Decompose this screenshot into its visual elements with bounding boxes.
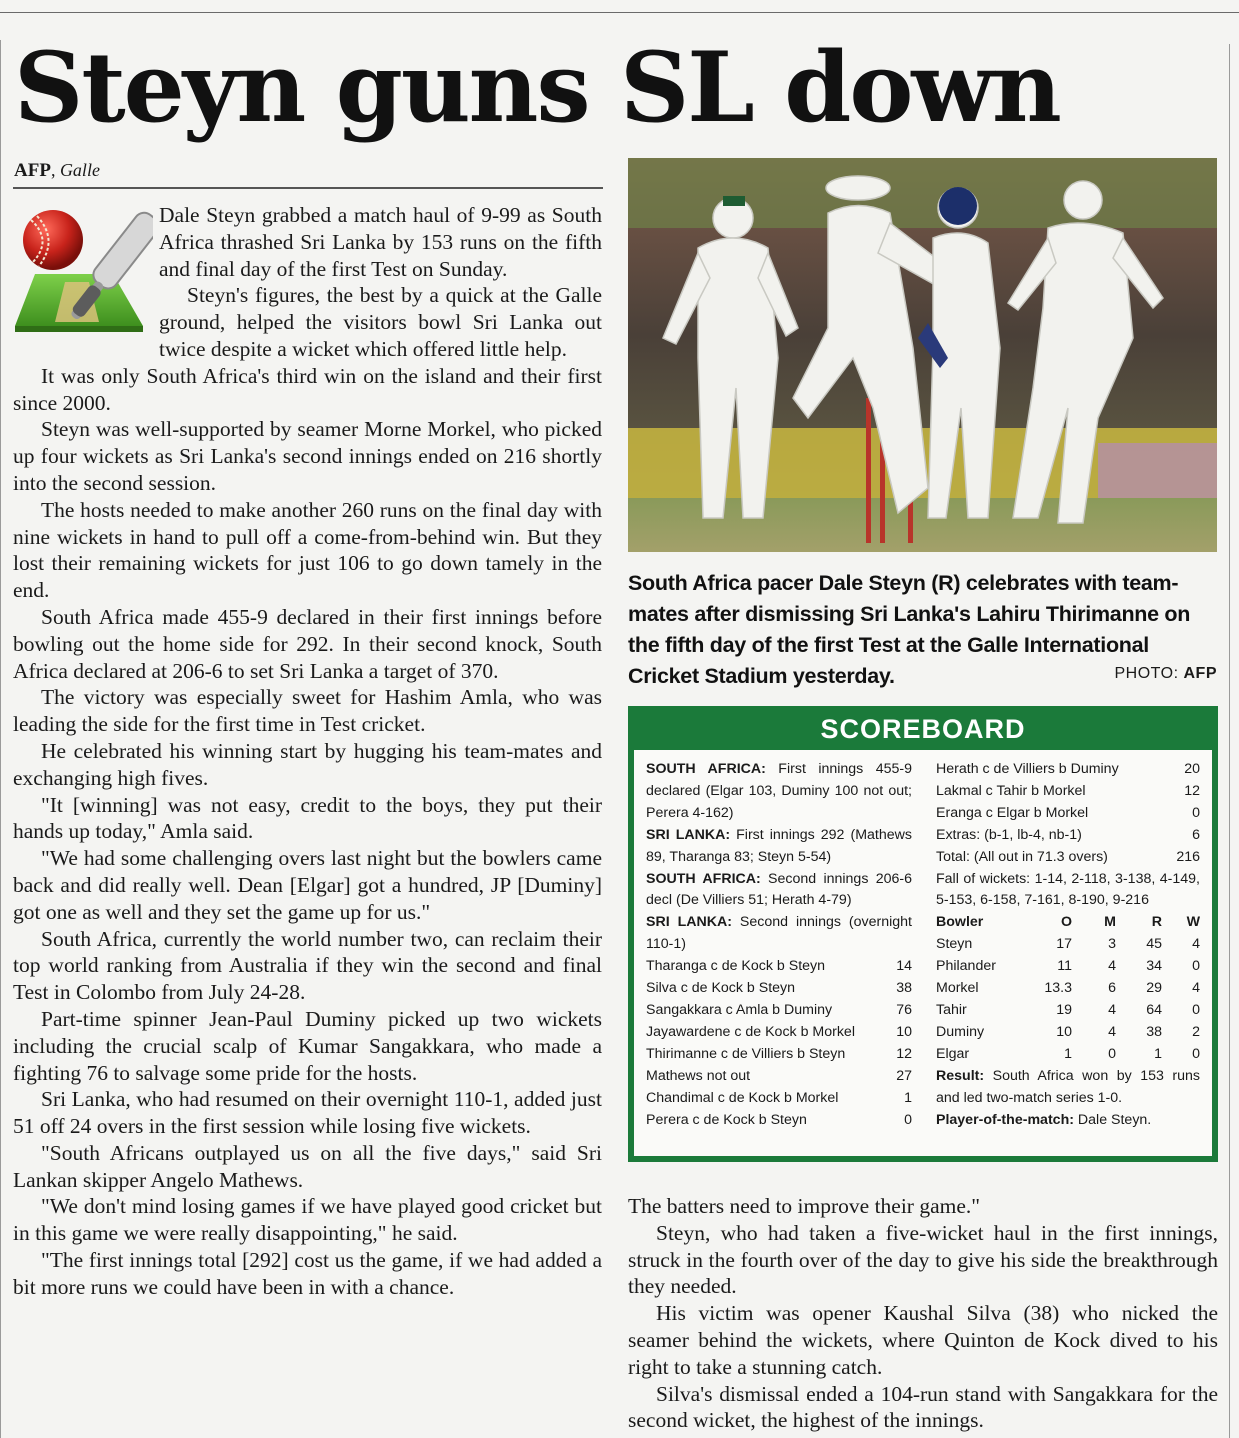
article-paragraph: His victim was opener Kaushal Silva (38) who nicked the seamer behind the wickets, where Quinton de Kock dived to his right to take a stunning catch. xyxy=(628,1301,1218,1379)
photo-credit-label: PHOTO: xyxy=(1114,665,1179,682)
batsman: Mathews not out xyxy=(646,1067,751,1084)
pom-label: Player-of-the-match: xyxy=(936,1111,1074,1128)
runs: 76 xyxy=(896,1001,912,1018)
right-border-rule xyxy=(1229,44,1230,1438)
article-paragraph: The batters need to improve their game." xyxy=(628,1194,981,1218)
maidens: 4 xyxy=(1108,1001,1116,1018)
runs: 27 xyxy=(896,1067,912,1084)
batting-row xyxy=(646,956,912,978)
bowler: Tahir xyxy=(936,1001,967,1018)
scoreboard-box xyxy=(628,706,1218,1162)
batting-row xyxy=(646,1110,912,1132)
pom-text: Dale Steyn. xyxy=(1073,1111,1152,1128)
article-paragraph: "We had some challenging overs last night but the bowlers came back and did really well. Dean [Elgar] got a hundred, JP [Duminy] got one as well and they set the game up for us." xyxy=(13,846,602,924)
maidens: 4 xyxy=(1108,958,1116,975)
batting-row xyxy=(646,1044,912,1066)
extras: Extras: (b-1, lb-4, nb-1) xyxy=(936,826,1082,843)
runs: 0 xyxy=(904,1111,912,1128)
batting-row xyxy=(936,759,1200,781)
article-body-left xyxy=(13,202,602,1301)
extras-row xyxy=(936,825,1200,847)
sl-second-innings xyxy=(646,912,912,956)
wickets: 4 xyxy=(1192,936,1200,953)
scoreboard-content xyxy=(634,750,1212,1156)
article-paragraph: Steyn was well-supported by seamer Morne Morkel, who picked up four wickets as Sri Lanka's second innings ended on 216 shortly into the second session. xyxy=(13,417,602,495)
batting-row xyxy=(936,781,1200,803)
article-paragraph: "South Africans outplayed us on all the five days," said Sri Lankan skipper Angelo Mathews. xyxy=(13,1140,602,1192)
sl-first-innings xyxy=(646,825,912,869)
batsman: Chandimal c de Kock b Morkel xyxy=(646,1089,839,1106)
bowling-header: M xyxy=(1104,914,1116,931)
maidens: 4 xyxy=(1108,1023,1116,1040)
fall-of-wickets: Fall of wickets: 1-14, 2-118, 3-138, 4-149, 5-153, 6-158, 7-161, 8-190, 9-216 xyxy=(936,870,1200,909)
bowler: Steyn xyxy=(936,936,973,953)
bowling-row xyxy=(936,1022,1200,1044)
runs-conceded: 45 xyxy=(1146,936,1162,953)
total-row xyxy=(936,847,1200,869)
innings-summary: First innings 292 (Mathews 89, Tharanga 83; Steyn 5-54) xyxy=(646,826,912,865)
maidens: 0 xyxy=(1108,1045,1116,1062)
bowling-row xyxy=(936,1044,1200,1066)
batsman: Perera c de Kock b Steyn xyxy=(646,1111,807,1128)
scoreboard-title: SCOREBOARD xyxy=(820,714,1026,744)
runs: 1 xyxy=(904,1089,912,1106)
article-paragraph: Part-time spinner Jean-Paul Duminy picked up two wickets including the crucial scalp of Kumar Sangakkara, who made a fighting 76 to salvage some pride for the hosts. xyxy=(13,1006,602,1085)
article-body-right xyxy=(628,1193,1218,1434)
team-label: SOUTH AFRICA: xyxy=(646,761,766,777)
batsman: Eranga c Elgar b Morkel xyxy=(936,804,1089,821)
byline-rule xyxy=(13,187,603,189)
runs-conceded: 34 xyxy=(1146,958,1162,975)
overs: 1 xyxy=(1064,1045,1072,1062)
innings-summary: Second innings (overnight 110-1) xyxy=(646,914,912,953)
batsman: Lakmal c Tahir b Morkel xyxy=(936,782,1086,799)
runs: 216 xyxy=(1176,848,1200,865)
left-border-rule xyxy=(0,40,1,1438)
photo-credit xyxy=(1115,665,1218,683)
batting-row xyxy=(646,1066,912,1088)
bowling-row xyxy=(936,978,1200,1000)
result-label: Result: xyxy=(936,1067,985,1084)
total: Total: (All out in 71.3 overs) xyxy=(936,848,1108,865)
runs-conceded: 38 xyxy=(1146,1023,1162,1040)
runs: 12 xyxy=(1184,782,1200,799)
batsman: Sangakkara c Amla b Duminy xyxy=(646,1001,833,1018)
article-paragraph: Silva's dismissal ended a 104-run stand with Sangakkara for the second wicket, the highest of the innings. xyxy=(628,1381,1218,1433)
batting-row xyxy=(646,978,912,1000)
wickets: 0 xyxy=(1192,958,1200,975)
article-paragraph: Steyn's figures, the best by a quick at the Galle ground, helped the visitors bowl Sri Lanka out twice despite a wicket which offered little help. xyxy=(159,283,602,361)
runs: 6 xyxy=(1192,826,1200,843)
batsman: Herath c de Villiers b Duminy xyxy=(936,761,1119,777)
bowler: Philander xyxy=(936,958,996,975)
bowling-header: W xyxy=(1186,914,1200,931)
article-paragraph: The hosts needed to make another 260 runs on the final day with nine wickets in hand to pull off a come-from-behind win. But they lost their remaining wickets for just 106 to go down tamely in the end. xyxy=(13,497,602,603)
top-rule xyxy=(0,12,1239,13)
runs: 38 xyxy=(896,980,912,997)
byline-agency: AFP xyxy=(14,160,51,181)
runs-conceded: 29 xyxy=(1146,980,1162,997)
wickets: 0 xyxy=(1192,1001,1200,1018)
result-text: South Africa won by 153 runs and led two-match series 1-0. xyxy=(936,1067,1200,1106)
article-paragraph: South Africa, currently the world number two, can reclaim their top world ranking from Australia if they win the second and final Test in Colombo from July 24-28. xyxy=(13,926,602,1005)
batsman: Thirimanne c de Villiers b Steyn xyxy=(646,1045,846,1062)
bowling-row xyxy=(936,956,1200,978)
maidens: 3 xyxy=(1108,936,1116,953)
scoreboard-left-column xyxy=(646,759,912,1131)
bowling-header-row xyxy=(936,912,1200,934)
article-paragraph: "It [winning] was not easy, credit to the boys, they put their hands up today," Amla said. xyxy=(13,792,602,844)
team-label: SOUTH AFRICA: xyxy=(646,870,761,887)
batsman: Silva c de Kock b Steyn xyxy=(646,980,796,997)
bowling-header: O xyxy=(1060,914,1072,931)
bowler: Duminy xyxy=(936,1023,985,1040)
celebration-photo-illustration xyxy=(628,158,1217,552)
bowler: Morkel xyxy=(936,980,979,997)
runs: 20 xyxy=(1184,761,1200,777)
byline-place: Galle xyxy=(59,160,100,180)
article-paragraph: Dale Steyn grabbed a match haul of 9-99 as South Africa thrashed Sri Lanka by 153 runs on the fifth and final day of the first Test on Sunday. xyxy=(159,203,602,281)
bowling-row xyxy=(936,1000,1200,1022)
byline: AFP, Galle xyxy=(14,160,100,181)
bowling-row xyxy=(936,934,1200,956)
runs: 14 xyxy=(896,958,912,975)
headline: Steyn guns SL down xyxy=(14,31,1060,144)
innings-summary: First innings 455-9 declared (Elgar 103, Duminy 100 not out; Perera 4-162) xyxy=(646,761,912,821)
wickets: 0 xyxy=(1192,1045,1200,1062)
photo-caption: South Africa pacer Dale Steyn (R) celebrates with team-mates after dismissing Sri Lanka's Lahiru Thirimanne on the fifth day of the first Test at the Galle International Cricket Stadium yesterday. xyxy=(628,571,1191,688)
batting-row xyxy=(646,1022,912,1044)
overs: 11 xyxy=(1057,958,1072,975)
article-paragraph: He celebrated his winning start by hugging his team-mates and exchanging high fives. xyxy=(13,738,602,790)
bowler: Elgar xyxy=(936,1045,970,1062)
article-paragraph: "We don't mind losing games if we have played good cricket but in this game we were really disappointing," he said. xyxy=(13,1194,602,1246)
scoreboard-right-column xyxy=(936,759,1200,1131)
bowling-header: R xyxy=(1151,914,1162,931)
runs: 12 xyxy=(896,1045,912,1062)
article-paragraph: Sri Lanka, who had resumed on their overnight 110-1, added just 51 off 24 overs in the first session while losing five wickets. xyxy=(13,1087,602,1139)
photo-credit-source: AFP xyxy=(1183,665,1217,682)
runs-conceded: 1 xyxy=(1154,1045,1162,1062)
overs: 13.3 xyxy=(1044,980,1072,997)
overs: 17 xyxy=(1056,936,1072,953)
news-photo xyxy=(628,158,1217,552)
article-paragraph: South Africa made 455-9 declared in their first innings before bowling out the home side for 292. In their second knock, South Africa declared at 206-6 to set Sri Lanka a target of 370. xyxy=(13,604,602,683)
overs: 19 xyxy=(1056,1001,1072,1018)
bowling-table xyxy=(936,912,1200,1065)
sa-first-innings xyxy=(646,759,912,825)
batsman: Tharanga c de Kock b Steyn xyxy=(646,958,826,975)
match-result xyxy=(936,1066,1200,1110)
innings-summary: Second innings 206-6 decl (De Villiers 51; Herath 4-79) xyxy=(646,870,912,909)
batting-row xyxy=(936,803,1200,825)
wickets: 4 xyxy=(1192,980,1200,997)
article-paragraph: It was only South Africa's third win on the island and their first since 2000. xyxy=(13,363,602,415)
team-label: SRI LANKA: xyxy=(646,914,732,931)
sa-second-innings xyxy=(646,869,912,913)
batting-row xyxy=(646,1088,912,1110)
cricket-ball-and-bat-icon xyxy=(13,204,153,346)
player-of-match xyxy=(936,1110,1200,1132)
team-label: SRI LANKA: xyxy=(646,826,731,843)
wickets: 2 xyxy=(1192,1023,1200,1040)
bowling-header: Bowler xyxy=(936,914,984,931)
batsman: Jayawardene c de Kock b Morkel xyxy=(646,1023,855,1040)
article-paragraph: "The first innings total [292] cost us the game, if we had added a bit more runs we could have been in with a chance. xyxy=(13,1248,602,1299)
batting-row xyxy=(646,1000,912,1022)
runs: 0 xyxy=(1192,804,1200,821)
overs: 10 xyxy=(1056,1023,1072,1040)
runs: 10 xyxy=(896,1023,912,1040)
maidens: 6 xyxy=(1108,980,1116,997)
article-paragraph: The victory was especially sweet for Hashim Amla, who was leading the side for the first time in Test cricket. xyxy=(13,685,602,737)
article-paragraph: Steyn, who had taken a five-wicket haul in the first innings, struck in the fourth over of the day to give his side the breakthrough they needed. xyxy=(628,1220,1218,1299)
runs-conceded: 64 xyxy=(1146,1001,1162,1018)
